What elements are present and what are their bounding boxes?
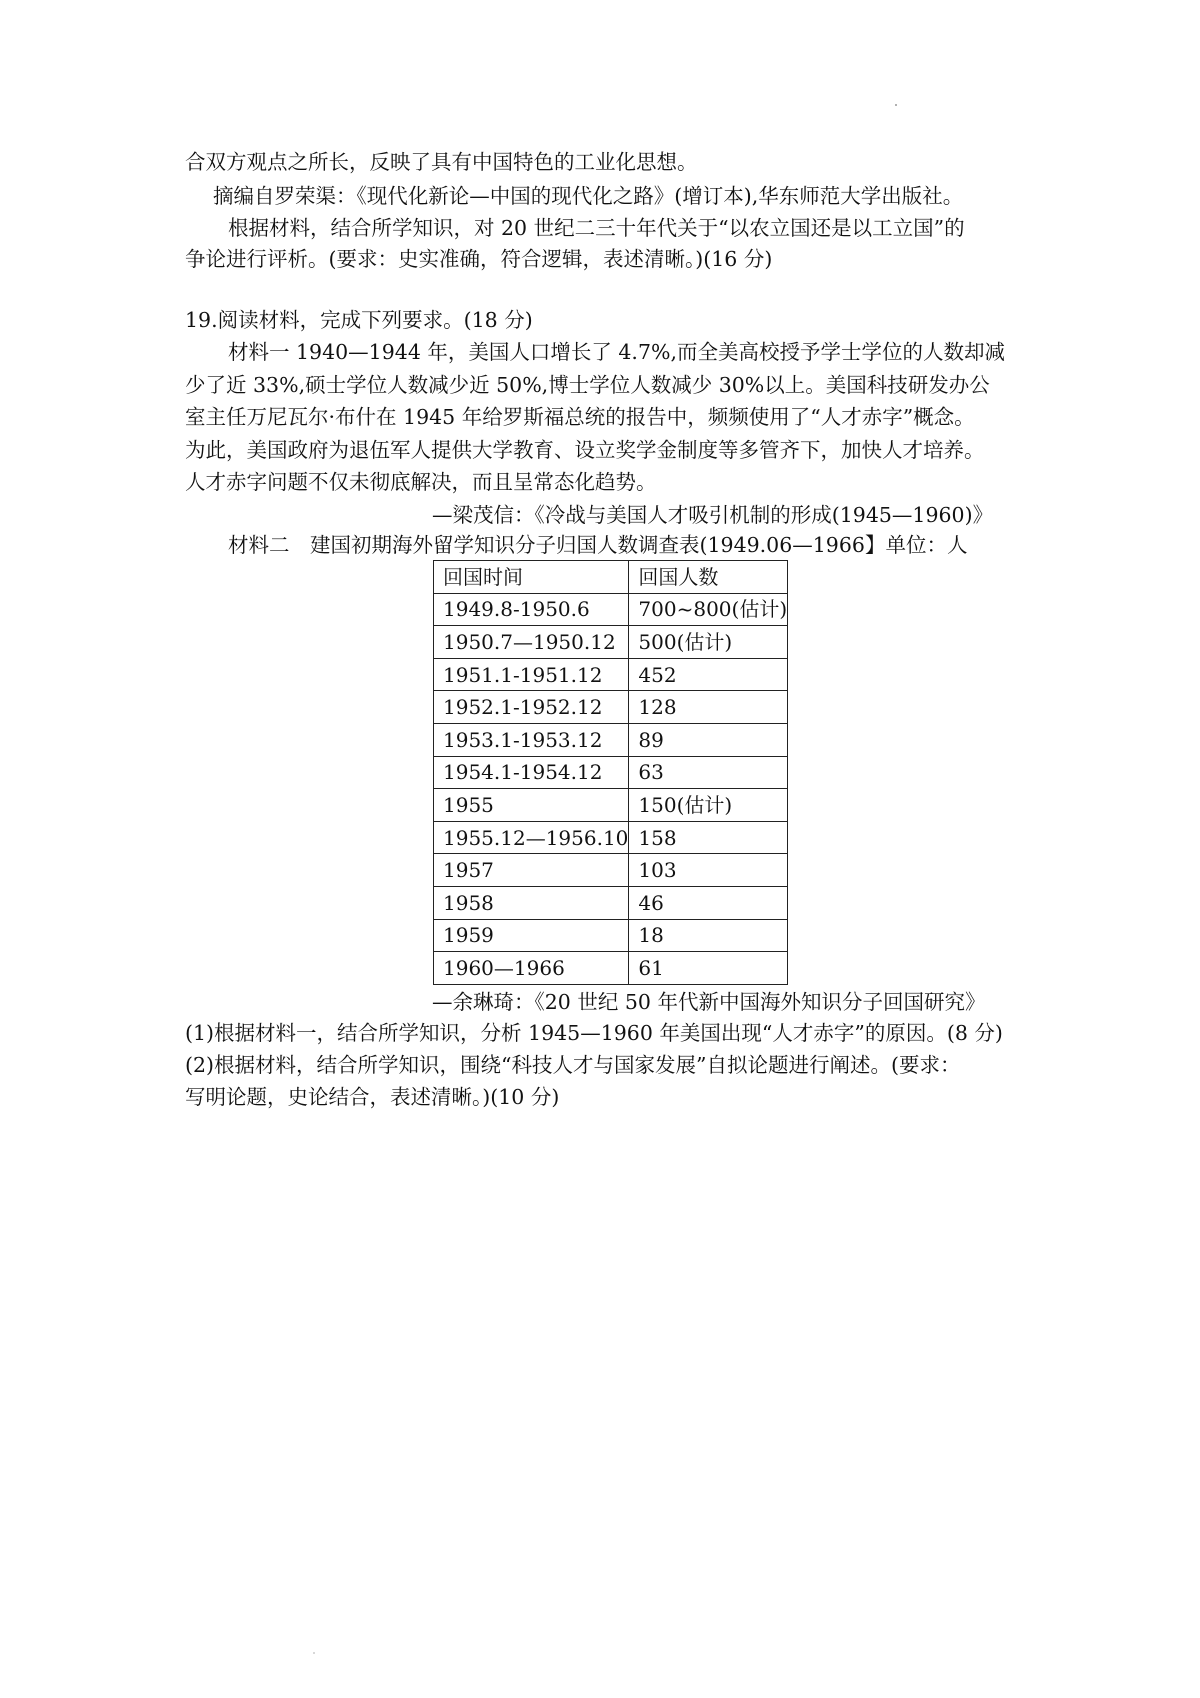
table-cell-period: 1957 <box>434 854 629 887</box>
table-row <box>434 626 788 659</box>
table-cell-period: 1949.8-1950.6 <box>434 593 629 626</box>
table-row <box>434 886 788 919</box>
table-header-row <box>434 561 788 594</box>
material-1-line: 少了近 33%,硕士学位人数减少近 50%,博士学位人数减少 30%以上。美国科技研发办公 <box>185 373 990 397</box>
table-cell-period: 1959 <box>434 919 629 952</box>
table-cell-count: 63 <box>629 756 788 789</box>
table-cell-count: 150(估计) <box>629 789 788 822</box>
table-cell-count: 61 <box>629 952 788 985</box>
table-cell-period: 1958 <box>434 886 629 919</box>
prev-question-task-line-2: 争论进行评析。(要求：史实准确，符合逻辑，表述清晰。)(16 分) <box>185 247 773 271</box>
table-row <box>434 854 788 887</box>
sub-question-1: (1)根据材料一，结合所学知识，分析 1945—1960 年美国出现“人才赤字”的原因。(8 分) <box>185 1021 1003 1045</box>
table-cell-count: 128 <box>629 691 788 724</box>
table-cell-period: 1951.1-1951.12 <box>434 658 629 691</box>
table-row <box>434 658 788 691</box>
scan-speck <box>895 104 897 106</box>
table-row <box>434 593 788 626</box>
material-2-source: —余琳琦：《20 世纪 50 年代新中国海外知识分子回国研究》 <box>432 990 986 1014</box>
table-cell-period: 1954.1-1954.12 <box>434 756 629 789</box>
prev-question-task-line-1: 根据材料，结合所学知识，对 20 世纪二三十年代关于“以农立国还是以工立国”的 <box>228 216 965 240</box>
table-cell-period: 1952.1-1952.12 <box>434 691 629 724</box>
prev-question-source: 摘编自罗荣渠：《现代化新论—中国的现代化之路》(增订本),华东师范大学出版社。 <box>213 184 964 208</box>
table-cell-period: 1955.12—1956.10 <box>434 821 629 854</box>
table-cell-count: 103 <box>629 854 788 887</box>
table-row <box>434 821 788 854</box>
table-row <box>434 756 788 789</box>
table-row <box>434 919 788 952</box>
table-cell-period: 1953.1-1953.12 <box>434 723 629 756</box>
material-1-source: —梁茂信：《冷战与美国人才吸引机制的形成(1945—1960)》 <box>432 503 994 527</box>
sub-question-2-line-1: (2)根据材料，结合所学知识，围绕“科技人才与国家发展”自拟论题进行阐述。(要求： <box>185 1053 961 1077</box>
material-1-line: 人才赤字问题不仅未彻底解决，而且呈常态化趋势。 <box>185 470 657 494</box>
material-1-line: 材料一 1940—1944 年，美国人口增长了 4.7%,而全美高校授予学士学位的人数却减 <box>228 340 1005 364</box>
table-row <box>434 723 788 756</box>
table-cell-period: 1955 <box>434 789 629 822</box>
table-cell-period: 1950.7—1950.12 <box>434 626 629 659</box>
scan-speck <box>313 1652 315 1654</box>
table-cell-count: 158 <box>629 821 788 854</box>
material-2-title: 材料二 建国初期海外留学知识分子归国人数调查表(1949.06—1966】单位：人 <box>228 533 968 557</box>
table-cell-period: 1960—1966 <box>434 952 629 985</box>
table-cell-count: 18 <box>629 919 788 952</box>
sub-question-2-line-2: 写明论题，史论结合，表述清晰。)(10 分) <box>185 1085 560 1109</box>
table-cell-count: 89 <box>629 723 788 756</box>
table-row <box>434 789 788 822</box>
table-row <box>434 691 788 724</box>
table-cell-count: 46 <box>629 886 788 919</box>
returnees-table <box>433 560 788 985</box>
table-cell-count: 500(估计) <box>629 626 788 659</box>
table-header-cell: 回国时间 <box>434 561 629 594</box>
material-1-line: 为此，美国政府为退伍军人提供大学教育、设立奖学金制度等多管齐下，加快人才培养。 <box>185 438 985 462</box>
question-19-header: 19.阅读材料，完成下列要求。(18 分) <box>185 308 533 332</box>
table-row <box>434 952 788 985</box>
prev-question-continuation: 合双方观点之所长，反映了具有中国特色的工业化思想。 <box>185 150 698 174</box>
table-header-cell: 回国人数 <box>629 561 788 594</box>
material-1-line: 室主任万尼瓦尔·布什在 1945 年给罗斯福总统的报告中，频频使用了“人才赤字”概念。 <box>185 405 975 429</box>
table-cell-count: 452 <box>629 658 788 691</box>
table-cell-count: 700~800(估计) <box>629 593 788 626</box>
